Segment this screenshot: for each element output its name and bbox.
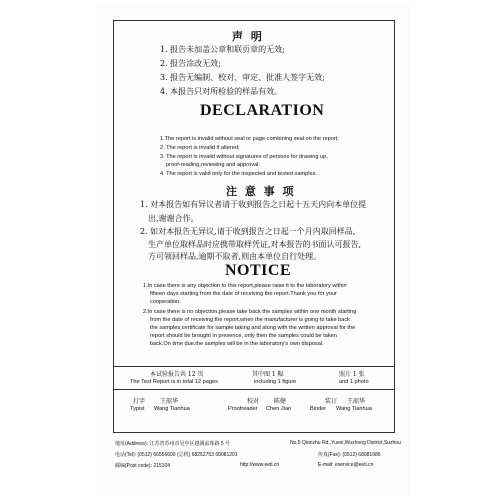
declaration-item: 2. The report is invalid if altered; <box>160 145 240 151</box>
declaration-item: 1.The report is invalid without seal or page combining seal on the report; <box>160 136 339 142</box>
declaration-title: DECLARATION <box>200 102 325 119</box>
typist-label-en: Typist <box>130 406 145 412</box>
notice-item: back.On time due,the samples will be in the laboratory's own disposal. <box>150 341 324 347</box>
statement-title: 声 明 <box>232 30 264 43</box>
statement-item: 1. 报告未加盖公章和联页章的无效; <box>160 45 285 54</box>
typist-name-cn: 王韶华 <box>160 398 179 405</box>
notice-cn-item: 2. 如对本报告无异议,请于收到报告之日起一个月内取回样品, <box>140 227 356 236</box>
address-en: No.5 Qianzhu Rd.,Yuexi,Wuzhong District,Suzhou <box>290 440 401 446</box>
binder-name-cn: 王韶华 <box>347 398 366 405</box>
notice-item: 2.In case there is no objection,please take back the samples within one month starting <box>143 309 357 315</box>
typist-name-en: Wang Tianhua <box>154 406 190 412</box>
notice-item: report should be brought in presence, only then the samples could be taken <box>150 333 337 339</box>
proofreader-label-en: Proofreader <box>228 406 258 412</box>
notice-item: cooperation. <box>150 299 181 305</box>
pages-en: The Test Report is in total 12 pages <box>130 379 218 385</box>
binder-label-en: Binder <box>310 406 327 412</box>
declaration-item: 4. The report is valid only for the inspected and tested samples. <box>160 171 317 177</box>
fax: 传真(Fax): (0512) 68081686 <box>318 452 381 458</box>
notice-cn-item: 生产单位取样品时应携带取样凭证,对本报告的书面认可报告, <box>148 240 362 249</box>
photo-en: and 1 photo <box>339 379 369 385</box>
notice-item: from the date of receiving the report,when the manufacturer is going to take back <box>150 317 350 323</box>
binder-name-en: Wang Tianhua <box>336 406 372 412</box>
notice-item: 1.In case there is any objection to this report,please raise it to the laboratory within <box>143 283 347 289</box>
typist-label-cn: 打字 <box>133 398 146 405</box>
notice-cn-item: 1. 对本报告如有异议者请于收到报告之日起十五天内向本单位提 <box>140 200 367 209</box>
declaration-item: 3. The report is invalid without signatures of persons for drawing up, <box>160 154 328 160</box>
postcode: 邮编(Post code): 215104 <box>115 463 171 469</box>
notice-title: NOTICE <box>225 262 292 279</box>
figure-cn: 其中图 1 幅 <box>252 371 284 378</box>
statement-item: 3. 报告无编制、校对、审定、批准人签字无效; <box>160 73 325 82</box>
notice-item: the samples,certificate for sample taking and along with the written approval for the <box>150 325 356 331</box>
proofreader-name-cn: 陈健 <box>274 398 287 405</box>
summary-top-rule <box>113 366 395 367</box>
photo-cn: 照片 1 张 <box>339 371 365 378</box>
pages-cn: 本试验报告共 12 页 <box>150 371 204 378</box>
declaration-item: proof-reading,reviewing and approval; <box>166 162 260 168</box>
proofreader-label-cn: 校对 <box>247 398 260 405</box>
figure-en: including 1 figure <box>254 379 297 385</box>
notice-item: fifteen days starting from the date of receiving the report.Thank you for your <box>150 291 337 297</box>
summary-bottom-rule <box>113 389 395 390</box>
proofreader-name-en: Chen Jian <box>266 406 292 412</box>
statement-item: 2. 报告涂改无效; <box>160 59 221 68</box>
email: E-mail: eservice@eeti.cn <box>318 462 374 468</box>
binder-label-cn: 装订 <box>325 398 338 405</box>
address-cn: 地址(Address): 江苏省苏州市吴中区越溪前珠路 5 号 <box>115 441 231 447</box>
telephone: 电话(Tel): (0512) 66556600 (总机) 68252753 68081201 <box>115 452 238 458</box>
website: http://www.eeti.cn <box>240 462 280 468</box>
notice-cn-title: 注 意 事 项 <box>226 185 296 198</box>
statement-item: 4. 本报告只对所检验的样品有效。 <box>160 87 283 96</box>
notice-cn-item: 方可领回样品,逾期不取者,则由本单位自行处理。 <box>148 252 322 261</box>
notice-cn-item: 出,谢谢合作。 <box>148 214 199 223</box>
